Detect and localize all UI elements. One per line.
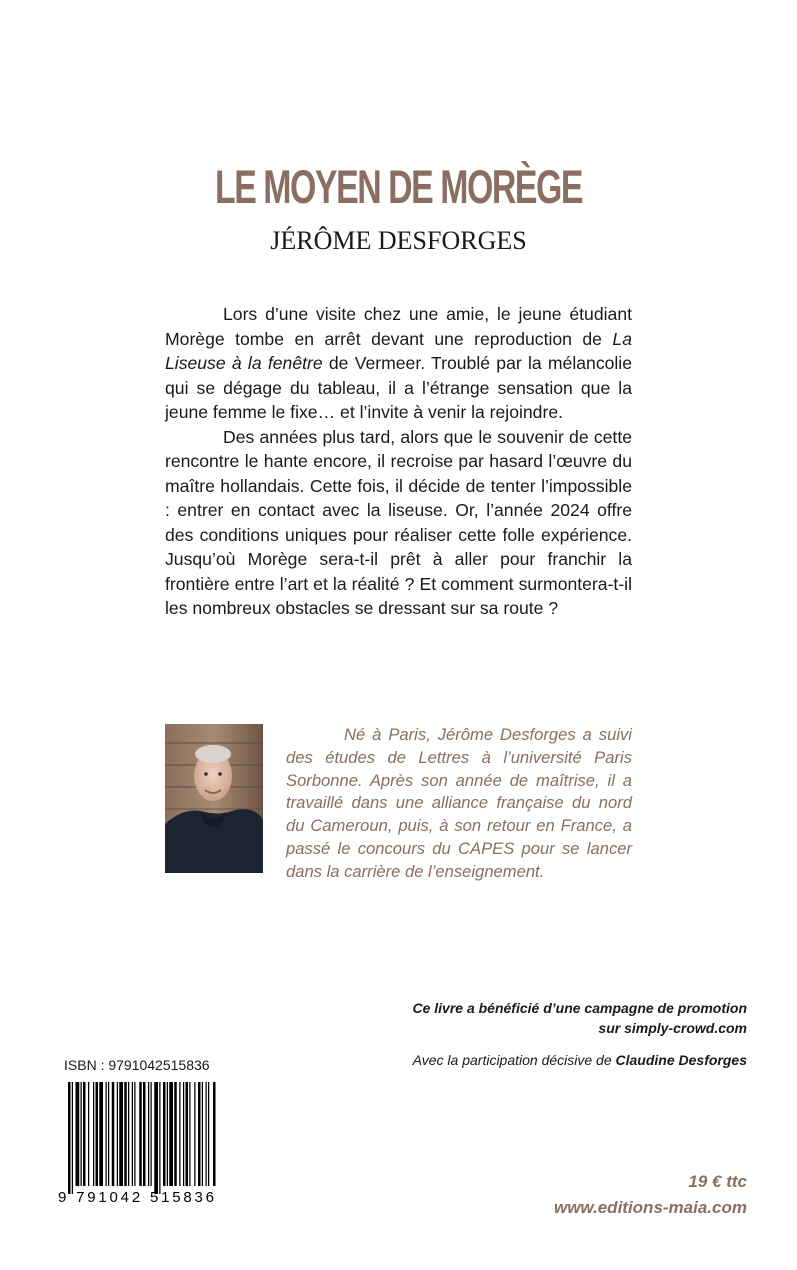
barcode-bar (154, 1082, 158, 1194)
barcode-bar (132, 1082, 133, 1186)
barcode-bar (208, 1082, 209, 1186)
barcode-bar (174, 1082, 177, 1186)
barcode-bar (117, 1082, 118, 1186)
barcode-digits: 9 791042 515836 (58, 1189, 214, 1205)
barcode-bar (106, 1082, 107, 1186)
isbn-label: ISBN : 9791042515836 (64, 1057, 210, 1073)
barcode-bar (96, 1082, 99, 1186)
barcode-bar (189, 1082, 190, 1186)
barcode-bar (213, 1082, 216, 1186)
barcode-bar (93, 1082, 94, 1186)
publisher-website: www.editions-maia.com (553, 1198, 747, 1217)
barcode-bar (179, 1082, 180, 1186)
barcode-bar (198, 1082, 201, 1186)
barcode-bar (119, 1082, 123, 1186)
barcode-bar (76, 1082, 80, 1186)
barcode-bar (206, 1082, 207, 1186)
barcode-bar (68, 1082, 71, 1194)
barcode (58, 1080, 218, 1205)
barcode-bar (202, 1082, 203, 1186)
barcode-bar (88, 1082, 89, 1186)
barcode-bar (83, 1082, 86, 1186)
barcode-bar (124, 1082, 127, 1186)
price: 19 € ttc (688, 1172, 747, 1191)
barcode-bar (143, 1082, 146, 1186)
painting-title: La Liseuse à la fenêtre (165, 328, 632, 373)
barcode-bar (128, 1082, 129, 1186)
synopsis-paragraph-2: Des années plus tard, alors que le souvenir de cette rencontre le hante encore, il recroise par hasard l’œuvre du maître hollandais. Cette fois, il décide de tenter l’impossible : entrer en contact avec la liseuse. Or, l’année 2024 offre des conditions uniques pour réaliser cette folle expérience. Jusqu’où Morège sera-t-il prêt à aller pour franchir la frontière entre l’art et la réalité ? Et comment surmontera-t-il les nombreux obstacles se dressant sur sa route ? (165, 426, 632, 618)
promo-note: Ce livre a bénéficié d’une campagne de promotion sur simply-crowd.com (412, 1000, 747, 1036)
barcode-bar (151, 1082, 152, 1186)
barcode-bar (112, 1082, 115, 1186)
barcode-bar (72, 1082, 73, 1194)
barcode-bar (99, 1082, 103, 1186)
barcode-bar (163, 1082, 166, 1186)
participation-note: Avec la participation décisive de Claudine Desforges (412, 1052, 747, 1068)
barcode-bar (108, 1082, 109, 1186)
participant-name: Claudine Desforges (615, 1052, 747, 1068)
barcode-bar (148, 1082, 149, 1186)
book-title: LE MOYEN DE MORÈGE (214, 160, 583, 213)
barcode-bar (159, 1082, 160, 1194)
author-photo (165, 724, 263, 873)
barcode-bar (169, 1082, 173, 1186)
barcode-bar (183, 1082, 184, 1186)
synopsis-paragraph-1: Lors d’une visite chez une amie, le jeune étudiant Morège tombe en arrêt devant une reproduction de La Liseuse à la fenêtre de Vermeer. Troublé par la mélancolie qui se dégage du tableau, il a l’étrange sensation que la jeune femme le fixe… et l’invite à venir la rejoindre. (165, 304, 633, 422)
barcode-bar (81, 1082, 82, 1186)
barcode-bar (167, 1082, 168, 1186)
barcode-bar (194, 1082, 195, 1186)
barcode-bar (134, 1082, 135, 1186)
synopsis (165, 302, 632, 621)
author-bio: Né à Paris, Jérôme Desforges a suivi des études de Lettres à l’université Paris Sorbonne. Après son année de maîtrise, il a travaillé dans une alliance française du nord du Cameroun, puis, à son retour en France, a passé le concours du CAPES pour se lancer dans la carrière de l’enseignement. (286, 725, 632, 881)
author-name: JÉRÔME DESFORGES (270, 226, 527, 255)
barcode-bar (186, 1082, 189, 1186)
barcode-bar (139, 1082, 142, 1186)
